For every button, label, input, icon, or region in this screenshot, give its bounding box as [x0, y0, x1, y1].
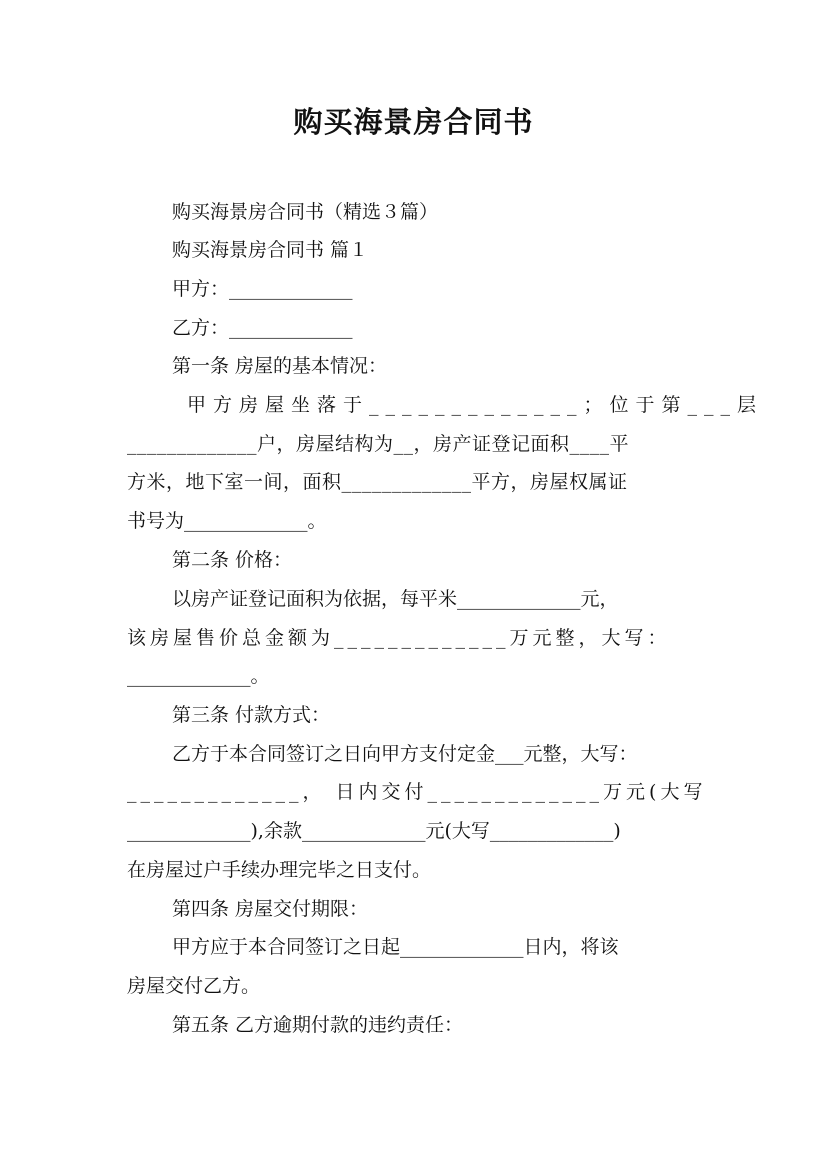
article-3-heading: 第三条 付款方式：: [172, 704, 331, 726]
subtitle-line: 购买海景房合同书（精选３篇）: [172, 201, 439, 223]
article-1-text: 书号为_____________。: [127, 510, 327, 532]
article-3-text: _____________),余款_____________元(大写_____________): [127, 820, 621, 842]
article-2-text: _____________。: [127, 665, 270, 687]
article-1-text: 方米，地下室一间，面积_____________平方，房屋权属证: [127, 471, 628, 493]
section-heading: 购买海景房合同书 篇１: [172, 239, 369, 261]
article-3-text: 乙方于本合同签订之日向甲方支付定金___元整，大写：: [172, 743, 638, 765]
article-4-heading: 第四条 房屋交付期限：: [172, 898, 369, 920]
party-b-line: 乙方：_____________: [172, 317, 353, 339]
article-1-text: 甲方房屋坐落于_____________；位于第___层: [187, 394, 764, 416]
article-3-text: 在房屋过户手续办理完毕之日支付。: [127, 859, 432, 881]
article-5-heading: 第五条 乙方逾期付款的违约责任：: [172, 1014, 464, 1036]
article-1-text: _____________户，房屋结构为__，房产证登记面积____平: [127, 433, 630, 455]
article-4-text: 甲方应于本合同签订之日起_____________日内，将该: [172, 936, 619, 958]
party-a-line: 甲方：_____________: [172, 278, 353, 300]
article-4-text: 房屋交付乙方。: [127, 975, 261, 997]
article-3-text: _____________， 日内交付_____________万元(大写: [127, 781, 707, 803]
article-2-text: 以房产证登记面积为依据，每平米_____________元，: [172, 588, 619, 610]
document-title: 购买海景房合同书: [293, 105, 534, 139]
article-2-heading: 第二条 价格：: [172, 549, 293, 571]
article-2-text: 该房屋售价总金额为_____________万元整，大写：: [127, 627, 671, 649]
article-1-heading: 第一条 房屋的基本情况：: [172, 355, 388, 377]
